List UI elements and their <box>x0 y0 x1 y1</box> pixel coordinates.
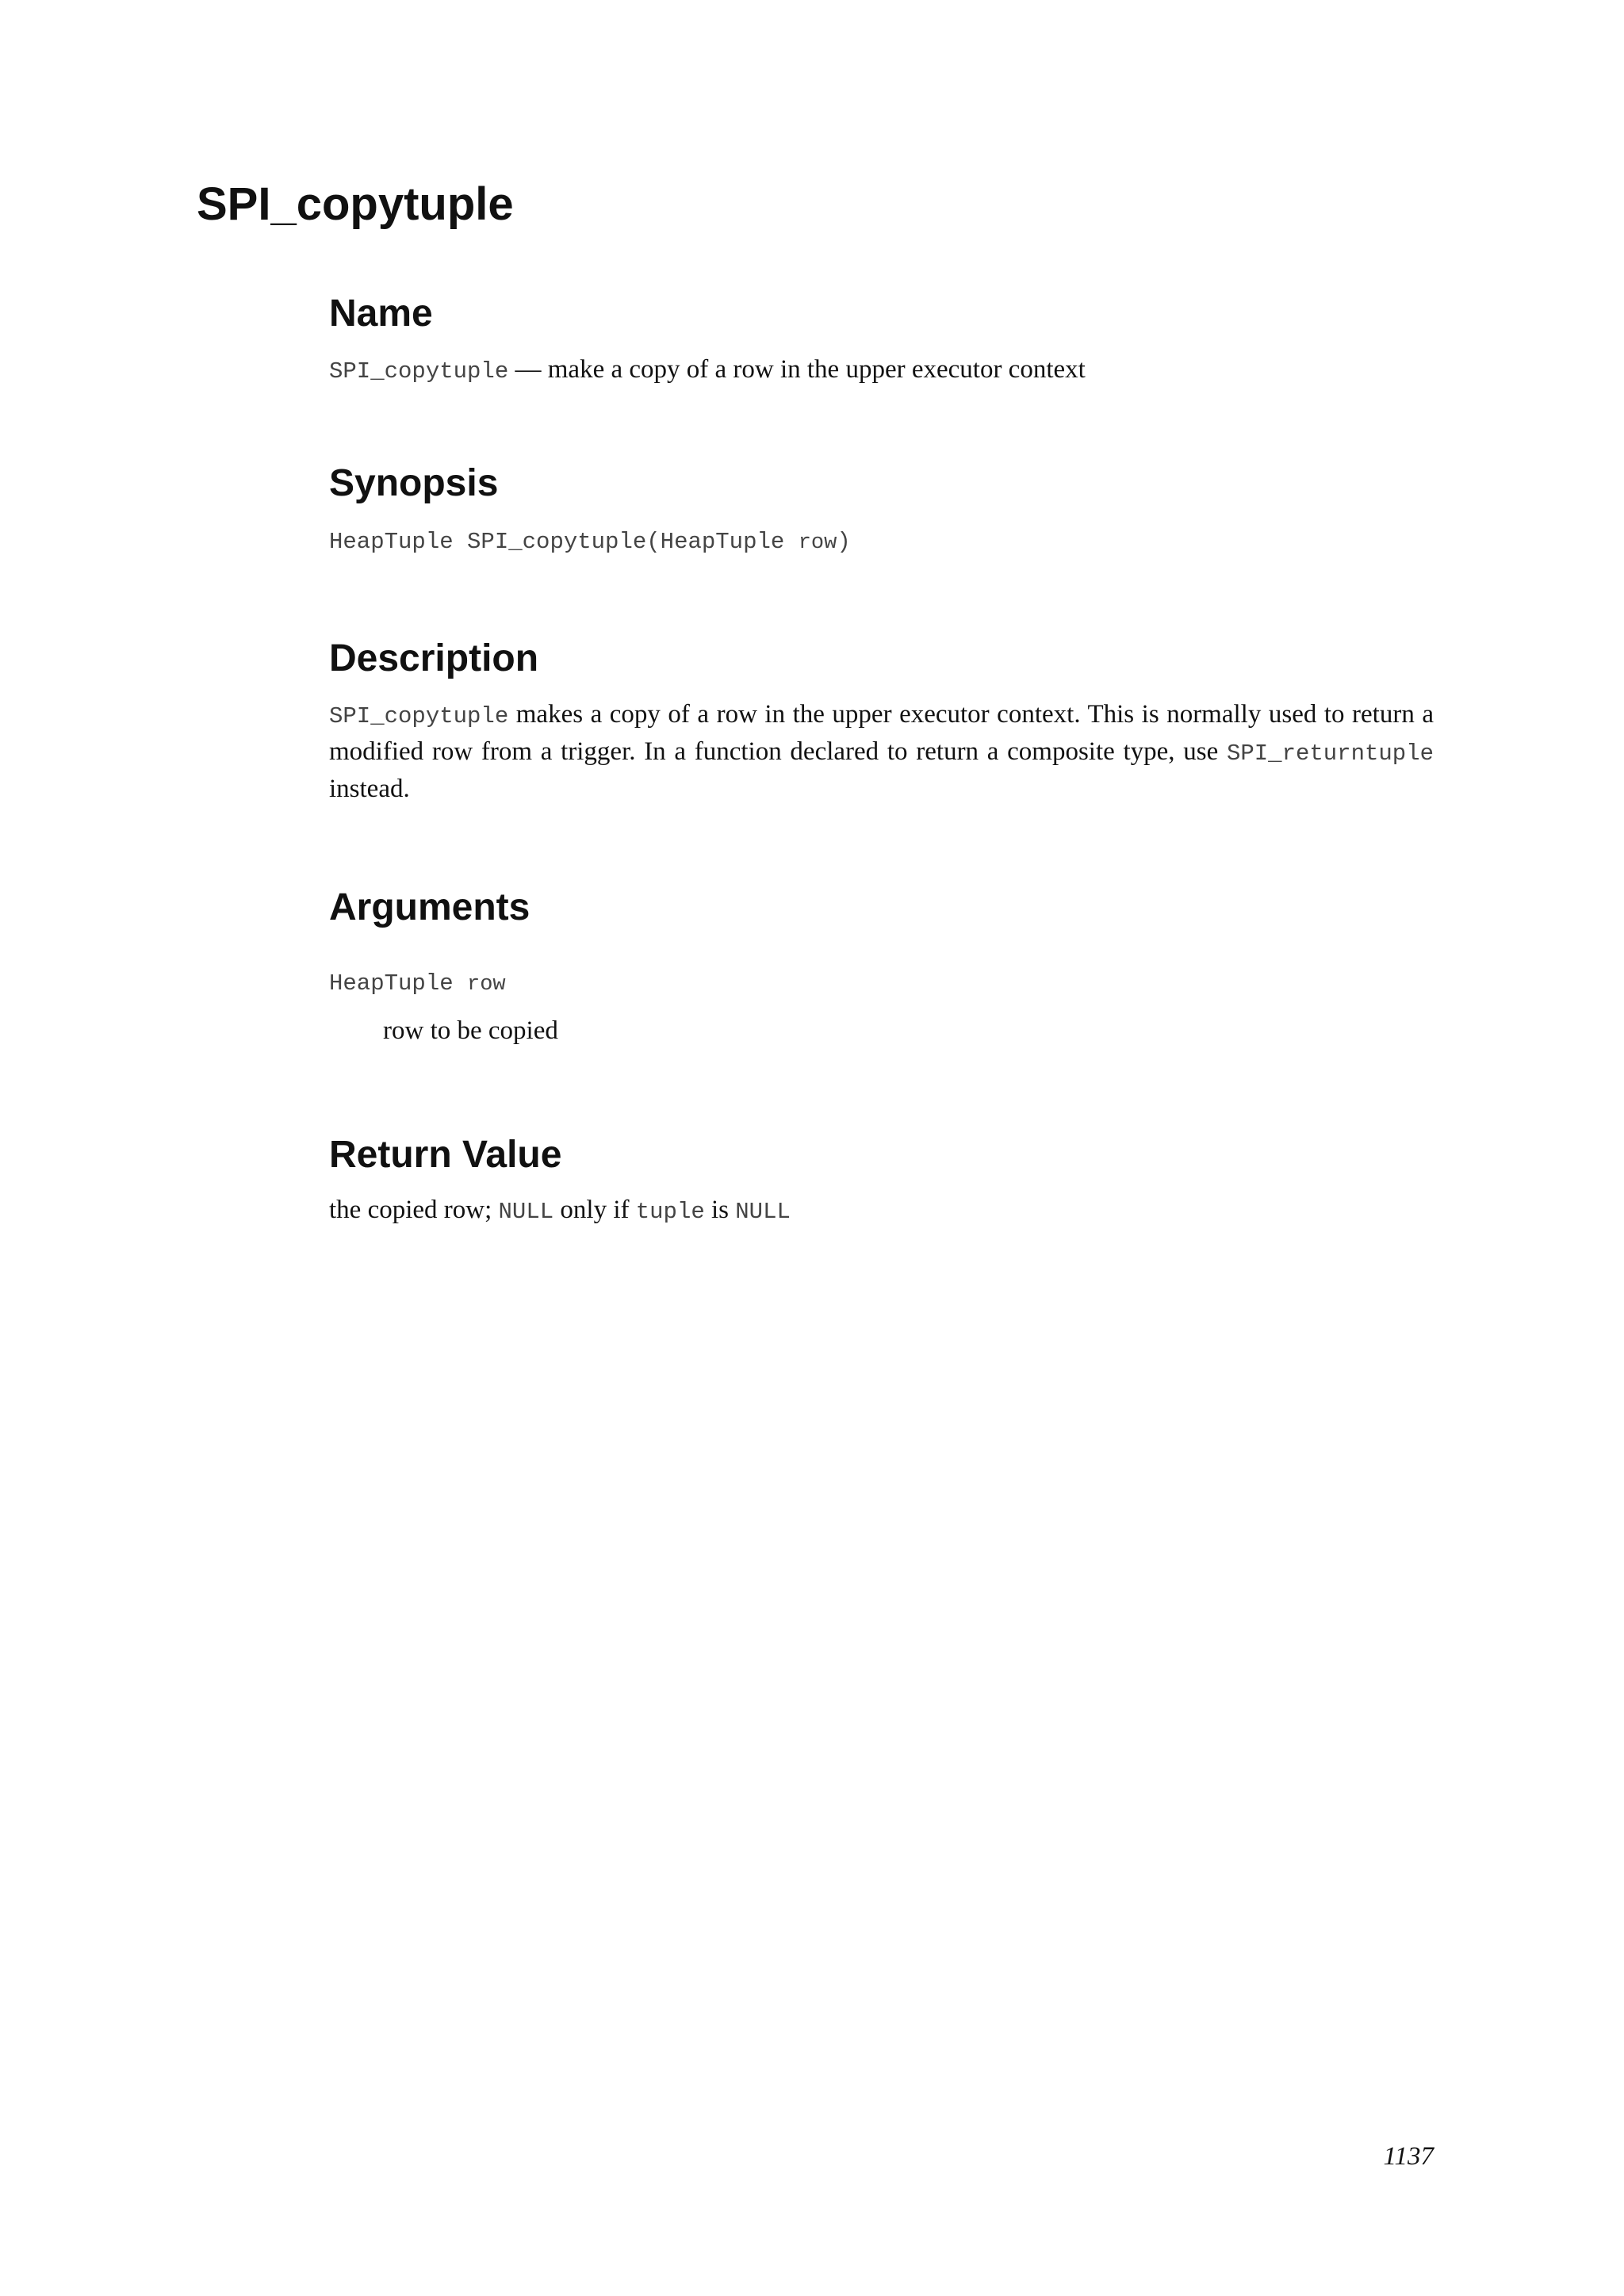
description-text-2: instead. <box>329 774 410 803</box>
argument-description: row to be copied <box>383 1016 558 1045</box>
return-null-1: NULL <box>498 1198 554 1225</box>
argument-name: row <box>467 972 506 997</box>
arguments-heading: Arguments <box>329 886 530 928</box>
synopsis-heading: Synopsis <box>329 462 499 504</box>
name-heading: Name <box>329 293 433 335</box>
return-heading: Return Value <box>329 1134 562 1176</box>
synopsis-section <box>329 463 1434 561</box>
signature-suffix: ) <box>837 528 851 555</box>
return-text-2: only if <box>553 1195 636 1224</box>
description-text <box>329 697 1434 807</box>
name-section <box>329 293 1434 389</box>
return-text-1: the copied row; <box>329 1195 499 1224</box>
signature-param: row <box>798 530 837 555</box>
description-section <box>329 638 1434 807</box>
name-function: SPI_copytuple <box>329 358 509 385</box>
arguments-section <box>329 887 1434 1049</box>
signature-prefix: HeapTuple SPI_copytuple(HeapTuple <box>329 528 799 555</box>
name-text <box>329 352 1434 389</box>
argument-type: HeapTuple <box>329 970 468 997</box>
description-func: SPI_copytuple <box>329 702 509 729</box>
description-heading: Description <box>329 637 539 679</box>
return-text <box>329 1192 1434 1230</box>
synopsis-signature <box>329 522 1434 561</box>
return-param: tuple <box>635 1198 705 1225</box>
return-null-2: NULL <box>735 1198 791 1225</box>
page-title: SPI_copytuple <box>197 178 514 230</box>
description-alt-func: SPI_returntuple <box>1226 740 1434 767</box>
return-section <box>329 1135 1434 1230</box>
page-number: 1137 <box>1383 2142 1434 2171</box>
description-text-1: makes a copy of a row in the upper executor context. This is normally used to return a modified row from a trigger. In a function declared to return a composite type, use <box>329 699 1434 766</box>
return-text-3: is <box>704 1195 736 1224</box>
argument-term <box>329 964 1434 1003</box>
name-summary: — make a copy of a row in the upper executor context <box>508 354 1086 384</box>
